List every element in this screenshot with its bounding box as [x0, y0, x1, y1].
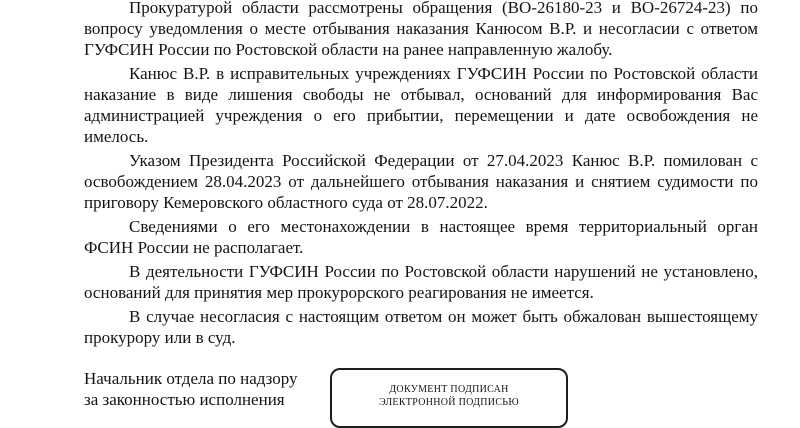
paragraph-location-unknown: Сведениями о его местонахождении в настоящее время территориальный орган ФСИН России не располагает.: [84, 217, 758, 257]
paragraph-appeal-rights: В случае несогласия с настоящим ответом он может быть обжалован вышестоящему прокурору или в суд.: [84, 307, 758, 347]
paragraph-pardon: Указом Президента Российской Федерации от 27.04.2023 Канюс В.Р. помилован с освобождением 28.04.2023 от дальнейшего отбывания наказания и снятием судимости по приговору Кемеровского областного суда от 28.07.2022.: [84, 151, 758, 212]
signer-title-line-1: Начальник отдела по надзору: [84, 369, 298, 388]
stamp-title: ДОКУМЕНТ ПОДПИСАН: [389, 384, 509, 395]
stamp-subtitle: ЭЛЕКТРОННОЙ ПОДПИСЬЮ: [379, 397, 519, 408]
document-body: [84, 0, 758, 348]
signer-title-line-2: за законностью исполнения: [84, 390, 285, 409]
electronic-signature-stamp: [330, 368, 568, 428]
paragraph-no-violations: В деятельности ГУФСИН России по Ростовской области нарушений не установлено, оснований для принятия мер прокурорского реагирования не имеется.: [84, 262, 758, 302]
signer-title: [84, 368, 324, 410]
paragraph-not-served: Канюс В.Р. в исправительных учреждениях ГУФСИН России по Ростовской области наказание в виде лишения свободы не отбывал, оснований для информирования Вас администрацией учреждения о его прибытии, перемещении и дате освобождения не имелось.: [84, 64, 758, 146]
paragraph-appeal-review: Прокуратурой области рассмотрены обращения (ВО-26180-23 и ВО-26724-23) по вопросу уведомления о месте отбывания наказания Канюсом В.Р. и несогласии с ответом ГУФСИН России по Ростовской области на ранее направленную жалобу.: [84, 0, 758, 59]
